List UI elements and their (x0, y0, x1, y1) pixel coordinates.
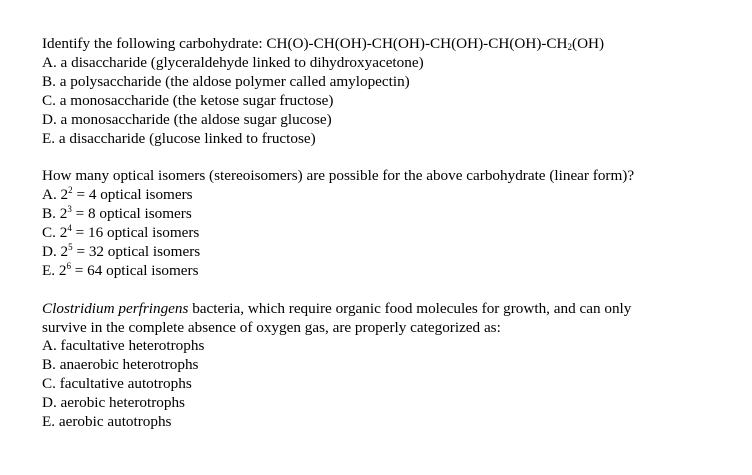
question-2-option-e (42, 262, 742, 281)
question-2-option-c (42, 224, 742, 243)
question-3-stem-line-1 (42, 300, 742, 319)
option-prefix: D. 2 (42, 242, 69, 260)
exponent: 6 (66, 260, 71, 271)
option-suffix: = 32 optical isomers (72, 242, 201, 260)
option-suffix: = 16 optical isomers (71, 224, 200, 242)
question-2-option-a (42, 186, 742, 205)
option-suffix: = 64 optical isomers (70, 261, 199, 279)
option-suffix: = 8 optical isomers (71, 205, 192, 223)
document-body (42, 35, 742, 451)
question-3-option-d: D. aerobic heterotrophs (42, 394, 185, 412)
question-3-stem-rest: bacteria, which require organic food molecules for growth, and can only (188, 299, 632, 317)
option-prefix: B. 2 (42, 205, 68, 223)
question-1-stem (42, 35, 742, 54)
question-2 (42, 167, 742, 280)
question-3-option-c: C. facultative autotrophs (42, 375, 192, 393)
question-3-option-e: E. aerobic autotrophs (42, 413, 172, 431)
subscript: 2 (567, 42, 573, 52)
option-suffix: = 4 optical isomers (72, 186, 193, 204)
option-prefix: E. 2 (42, 261, 67, 279)
exponent: 4 (67, 223, 72, 234)
question-1 (42, 35, 742, 148)
question-1-option-c: C. a monosaccharide (the ketose sugar fructose) (42, 91, 334, 109)
question-1-stem-text: Identify the following carbohydrate: CH(O)-CH(OH)-CH(OH)-CH(OH)-CH(OH)-CH (42, 35, 568, 52)
question-3 (42, 300, 742, 432)
exponent: 5 (68, 241, 73, 252)
option-prefix: A. 2 (42, 186, 69, 204)
question-1-option-a: A. a disaccharide (glyceraldehyde linked to dihydroxyacetone) (42, 53, 424, 71)
question-1-stem-end: (OH) (572, 35, 605, 52)
question-1-option-e: E. a disaccharide (glucose linked to fructose) (42, 129, 316, 147)
question-2-stem: How many optical isomers (stereoisomers) are possible for the above carbohydrate (linear form)? (42, 167, 635, 185)
organism-name: Clostridium perfringens (42, 299, 189, 317)
question-2-option-b (42, 205, 742, 224)
question-1-option-b: B. a polysaccharide (the aldose polymer called amylopectin) (42, 72, 410, 90)
exponent: 2 (68, 185, 73, 196)
option-prefix: C. 2 (42, 224, 68, 242)
question-1-option-d: D. a monosaccharide (the aldose sugar glucose) (42, 110, 332, 128)
question-3-option-b: B. anaerobic heterotrophs (42, 356, 199, 374)
question-3-stem-line-2: survive in the complete absence of oxygen gas, are properly categorized as: (42, 318, 501, 336)
question-3-option-a: A. facultative heterotrophs (42, 337, 205, 355)
question-2-option-d (42, 243, 742, 262)
exponent: 3 (67, 204, 72, 215)
